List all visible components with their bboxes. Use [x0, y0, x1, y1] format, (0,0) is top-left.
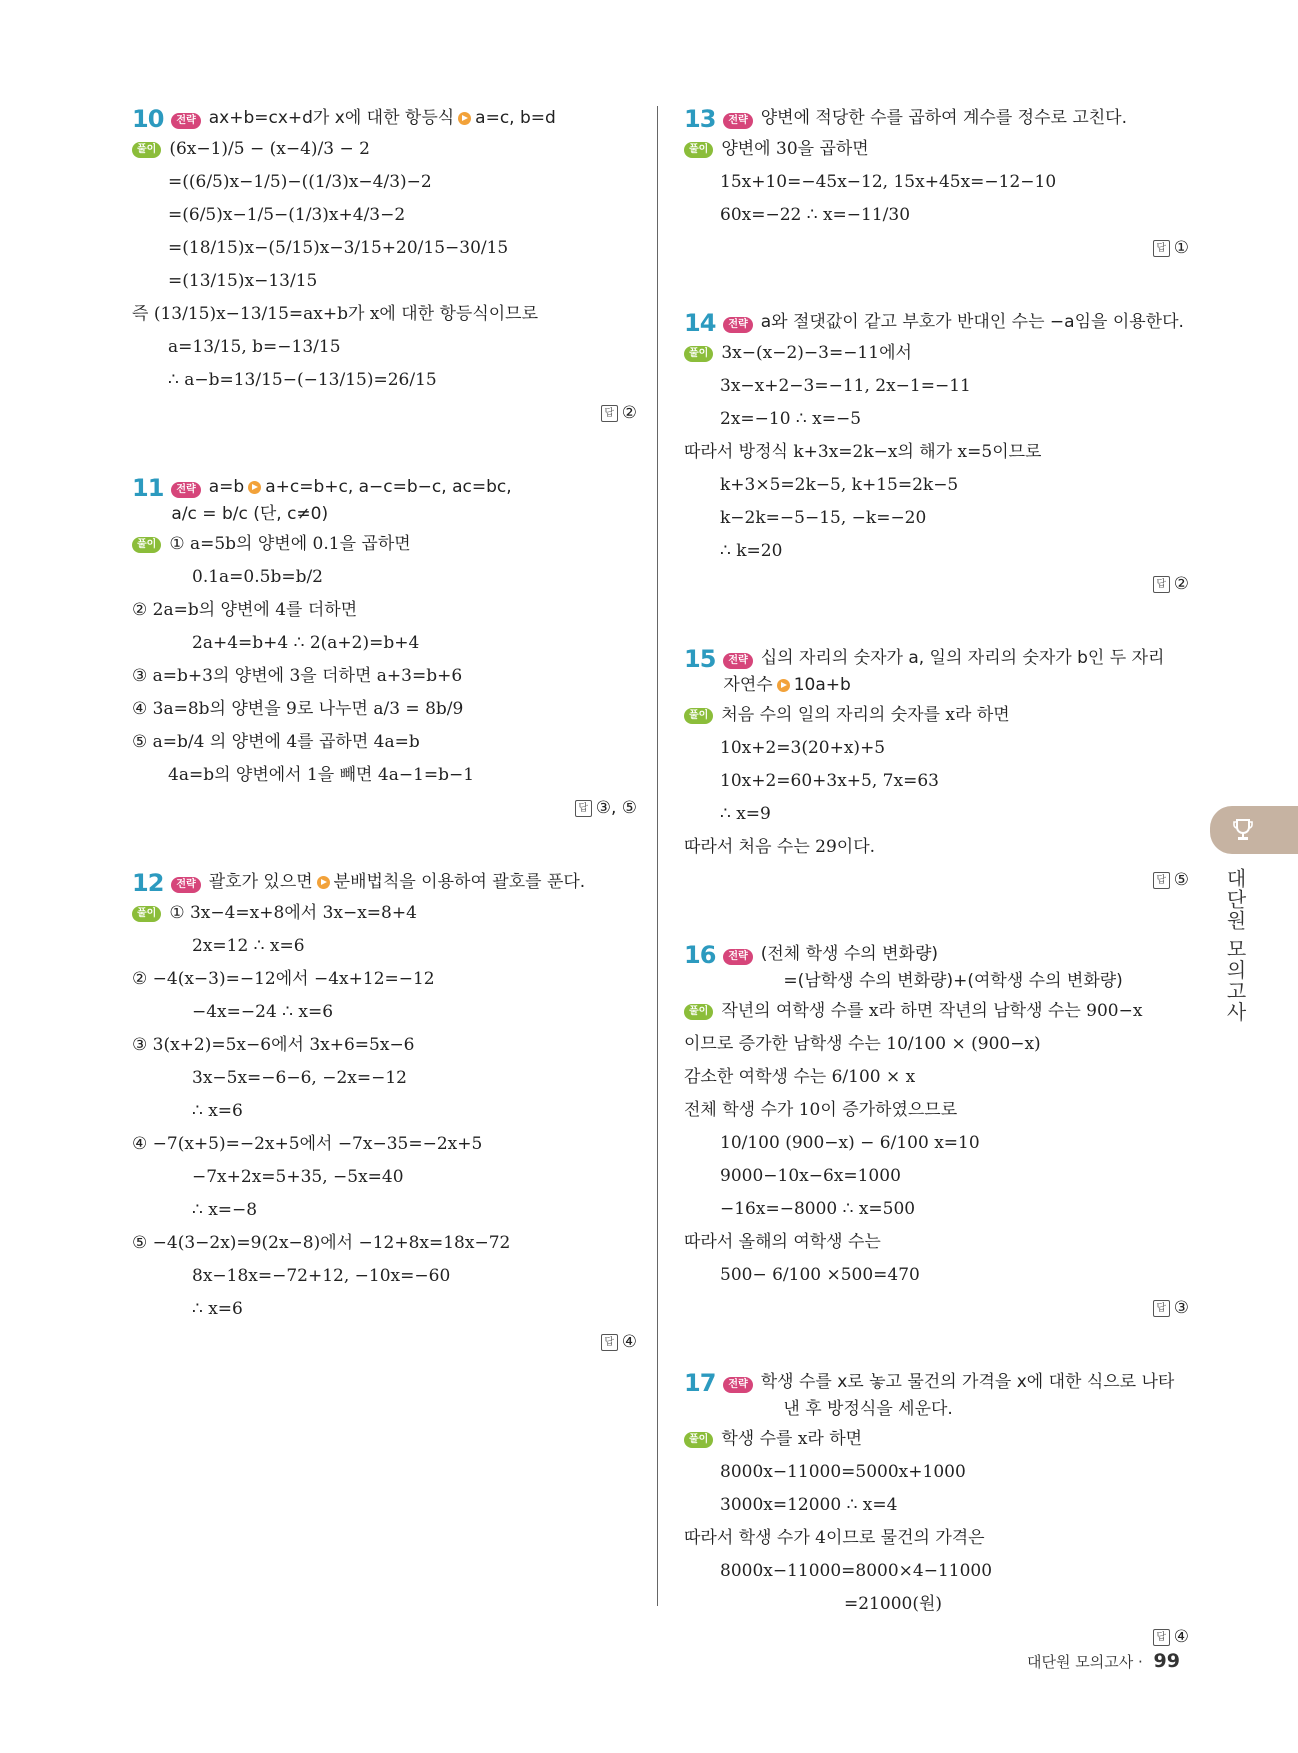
arrow-icon — [317, 876, 330, 889]
right-column — [684, 105, 1189, 1654]
solution-line — [132, 232, 637, 265]
solution-text: 8000x−11000=8000×4−11000 — [720, 1561, 993, 1581]
problem-header — [684, 1369, 1189, 1423]
answer-icon: 답 — [601, 405, 618, 422]
solution-text: 전체 학생 수가 10이 증가하였으므로 — [684, 1100, 958, 1120]
solution-line — [684, 1588, 1189, 1621]
column-divider — [657, 106, 658, 1606]
solution-text: 따라서 학생 수가 4이므로 물건의 가격은 — [684, 1528, 985, 1548]
strategy-badge: 전략 — [723, 113, 752, 129]
answer-row — [684, 864, 1189, 897]
strategy-result: a+c=b+c, a−c=b−c, ac=bc, — [265, 477, 512, 497]
solution-line — [684, 1555, 1189, 1588]
solution-text: 작년의 여학생 수를 x라 하면 작년의 남학생 수는 900−x — [721, 1001, 1143, 1021]
solution-text: ② −4(x−3)=−12에서 −4x+12=−12 — [132, 969, 435, 989]
solution-text: 10x+2=60+3x+5, 7x=63 — [720, 771, 939, 791]
solution-text: ④ 3a=8b의 양변을 9로 나누면 a/3 = 8b/9 — [132, 699, 464, 719]
problem-spacer — [132, 825, 637, 869]
strategy-block — [723, 309, 1184, 336]
answer-value: ④ — [621, 1332, 637, 1352]
answer — [601, 1326, 637, 1359]
arrow-icon — [248, 481, 261, 494]
solution-line — [684, 1028, 1189, 1061]
solution-text: k+3×5=2k−5, k+15=2k−5 — [720, 475, 959, 495]
strategy-badge: 전략 — [171, 113, 200, 129]
strategy-badge: 전략 — [723, 949, 752, 965]
solution-text: ⑤ a=b/4 의 양변에 4를 곱하면 4a=b — [132, 732, 420, 752]
answer-icon: 답 — [1153, 872, 1170, 889]
answer-row — [132, 792, 637, 825]
solution-line — [132, 963, 637, 996]
problem-number: 16 — [684, 941, 716, 969]
solution-text: −16x=−8000 ∴ x=500 — [720, 1199, 916, 1219]
problem-16 — [684, 941, 1189, 1325]
solution-text: ② 2a=b의 양변에 4를 더하면 — [132, 600, 358, 620]
problem-number: 12 — [132, 869, 164, 897]
solution-line — [132, 1029, 637, 1062]
problem-12 — [132, 869, 637, 1359]
solution-text: 8x−18x=−72+12, −10x=−60 — [192, 1266, 451, 1286]
problem-number: 15 — [684, 645, 716, 673]
solution-text: 8000x−11000=5000x+1000 — [720, 1462, 966, 1482]
strategy-badge: 전략 — [723, 1377, 752, 1393]
trophy-icon — [1232, 818, 1254, 842]
answer-icon: 답 — [1153, 576, 1170, 593]
solution-line — [684, 1160, 1189, 1193]
answer-value: ① — [1173, 238, 1189, 258]
answer — [1153, 1292, 1189, 1325]
solution-line — [684, 337, 1189, 370]
answer-value: ④ — [1173, 1627, 1189, 1647]
solution-line — [684, 166, 1189, 199]
solution-badge: 풀이 — [684, 708, 713, 724]
problem-header — [684, 645, 1189, 699]
solution-text: −4x=−24 ∴ x=6 — [192, 1002, 334, 1022]
strategy-block — [171, 869, 585, 896]
answer-row — [684, 232, 1189, 265]
solution-line — [132, 1260, 637, 1293]
solution-line — [684, 831, 1189, 864]
strategy-block — [723, 941, 1122, 995]
solution-line — [132, 759, 637, 792]
solution-text: 2x=−10 ∴ x=−5 — [720, 409, 862, 429]
footer-title: 대단원 모의고사 — [1027, 1653, 1134, 1671]
solution-line — [132, 1227, 637, 1260]
solution-text: ① 3x−4=x+8에서 3x−x=8+4 — [169, 903, 417, 923]
solution-line — [684, 1226, 1189, 1259]
solution-text: 양변에 30을 곱하면 — [721, 139, 869, 159]
solution-text: =(13/15)x−13/15 — [168, 271, 318, 291]
solution-line — [684, 1259, 1189, 1292]
problem-number: 17 — [684, 1369, 716, 1397]
solution-text: ∴ x=9 — [720, 804, 771, 824]
problem-header — [684, 941, 1189, 995]
solution-text: 9000−10x−6x=1000 — [720, 1166, 901, 1186]
answer — [601, 397, 637, 430]
solution-line — [684, 403, 1189, 436]
solution-line — [684, 133, 1189, 166]
solution-line — [132, 298, 637, 331]
solution-text: 즉 (13/15)x−13/15=ax+b가 x에 대한 항등식이므로 — [132, 304, 539, 324]
strategy-text-cont: 자연수 — [723, 675, 773, 695]
solution-line — [684, 535, 1189, 568]
solution-line — [132, 561, 637, 594]
strategy-badge: 전략 — [171, 482, 200, 498]
solution-text: 3000x=12000 ∴ x=4 — [720, 1495, 898, 1515]
answer — [1153, 232, 1189, 265]
problem-number: 10 — [132, 105, 164, 133]
solution-line — [132, 1095, 637, 1128]
solution-line — [684, 1127, 1189, 1160]
solution-line — [684, 1522, 1189, 1555]
solution-line — [684, 699, 1189, 732]
solution-line — [132, 594, 637, 627]
solution-line — [132, 528, 637, 561]
solution-badge: 풀이 — [684, 142, 713, 158]
solution-line — [684, 732, 1189, 765]
solution-text: ∴ x=−8 — [192, 1200, 258, 1220]
problem-header — [684, 105, 1189, 133]
problem-14 — [684, 309, 1189, 601]
answer-row — [684, 1292, 1189, 1325]
solution-line — [684, 1423, 1189, 1456]
solution-badge: 풀이 — [684, 346, 713, 362]
solution-badge: 풀이 — [684, 1432, 713, 1448]
solution-line — [132, 1194, 637, 1227]
solution-line — [132, 133, 637, 166]
solution-line — [684, 1061, 1189, 1094]
solution-text: ∴ k=20 — [720, 541, 783, 561]
solution-text: ∴ x=6 — [192, 1299, 243, 1319]
solution-text: ① a=5b의 양변에 0.1을 곱하면 — [169, 534, 411, 554]
solution-text: =(6/5)x−1/5−(1/3)x+4/3−2 — [168, 205, 406, 225]
solution-line — [132, 660, 637, 693]
strategy-text: a와 절댓값이 같고 부호가 반대인 수는 −a임을 이용한다. — [760, 312, 1184, 332]
solution-text: 2a+4=b+4 ∴ 2(a+2)=b+4 — [192, 633, 420, 653]
answer-value: ③ — [1173, 1298, 1189, 1318]
solution-line — [684, 1456, 1189, 1489]
answer-row — [684, 568, 1189, 601]
strategy-block — [723, 645, 1164, 699]
answer-icon: 답 — [1153, 240, 1170, 257]
strategy-text: 양변에 적당한 수를 곱하여 계수를 정수로 고친다. — [760, 108, 1128, 128]
page-number: 99 — [1153, 1650, 1180, 1672]
solution-line — [684, 370, 1189, 403]
strategy-text: a=b — [208, 477, 245, 497]
solution-line — [132, 364, 637, 397]
solution-line — [132, 930, 637, 963]
arrow-icon — [777, 679, 790, 692]
solution-line — [684, 798, 1189, 831]
solution-text: ⑤ −4(3−2x)=9(2x−8)에서 −12+8x=18x−72 — [132, 1233, 511, 1253]
solution-line — [684, 502, 1189, 535]
strategy-text: 학생 수를 x로 놓고 물건의 가격을 x에 대한 식으로 나타 — [760, 1372, 1175, 1392]
solution-text: ③ a=b+3의 양변에 3을 더하면 a+3=b+6 — [132, 666, 463, 686]
solution-text: 따라서 처음 수는 29이다. — [684, 837, 876, 857]
strategy-badge: 전략 — [723, 653, 752, 669]
problem-header — [684, 309, 1189, 337]
answer — [1153, 568, 1189, 601]
solution-badge: 풀이 — [684, 1004, 713, 1020]
problem-spacer — [684, 897, 1189, 941]
answer-row — [132, 1326, 637, 1359]
solution-line — [132, 996, 637, 1029]
solution-line — [132, 1161, 637, 1194]
solution-text: ③ 3(x+2)=5x−6에서 3x+6=5x−6 — [132, 1035, 415, 1055]
solution-text: =21000(원) — [844, 1594, 943, 1614]
problem-number: 13 — [684, 105, 716, 133]
solution-text: 학생 수를 x라 하면 — [721, 1429, 863, 1449]
solution-text: a=13/15, b=−13/15 — [168, 337, 341, 357]
strategy-block — [723, 1369, 1174, 1423]
solution-line — [132, 199, 637, 232]
solution-text: 60x=−22 ∴ x=−11/30 — [720, 205, 911, 225]
solution-badge: 풀이 — [132, 537, 161, 553]
solution-text: 2x=12 ∴ x=6 — [192, 936, 305, 956]
solution-line — [132, 265, 637, 298]
strategy-text: ax+b=cx+d가 x에 대한 항등식 — [208, 108, 455, 128]
solution-line — [684, 1094, 1189, 1127]
solution-line — [684, 1193, 1189, 1226]
problem-spacer — [684, 601, 1189, 645]
problem-spacer — [132, 430, 637, 474]
answer — [575, 792, 637, 825]
problem-17 — [684, 1369, 1189, 1654]
solution-line — [132, 331, 637, 364]
solution-text: =((6/5)x−1/5)−((1/3)x−4/3)−2 — [168, 172, 432, 192]
answer — [1153, 864, 1189, 897]
solution-text: −7x+2x=5+35, −5x=40 — [192, 1167, 404, 1187]
strategy-text: (전체 학생 수의 변화량) — [760, 944, 939, 964]
answer-row — [132, 397, 637, 430]
problem-13 — [684, 105, 1189, 265]
problem-11 — [132, 474, 637, 825]
solution-line — [132, 897, 637, 930]
solution-line — [132, 1293, 637, 1326]
side-tab-label: 대단원 모의고사 — [1223, 868, 1247, 1023]
solution-line — [132, 726, 637, 759]
solution-line — [684, 469, 1189, 502]
solution-line — [132, 1128, 637, 1161]
answer-value: ② — [1173, 574, 1189, 594]
answer-icon: 답 — [575, 800, 592, 817]
problem-10 — [132, 105, 637, 430]
strategy-result: a=c, b=d — [475, 108, 556, 128]
answer-value: ⑤ — [1173, 870, 1189, 890]
strategy-block — [171, 474, 511, 528]
strategy-result: 분배법칙을 이용하여 괄호를 푼다. — [333, 872, 586, 892]
solution-line — [684, 436, 1189, 469]
solution-text: 10x+2=3(20+x)+5 — [720, 738, 886, 758]
solution-line — [684, 199, 1189, 232]
answer-value: ③, ⑤ — [595, 798, 637, 818]
strategy-text-cont: 낸 후 방정식을 세운다. — [783, 1399, 953, 1419]
solution-text: 10/100 (900−x) − 6/100 x=10 — [720, 1133, 980, 1153]
solution-text: ④ −7(x+5)=−2x+5에서 −7x−35=−2x+5 — [132, 1134, 483, 1154]
strategy-block — [171, 105, 555, 132]
problem-header — [132, 474, 637, 528]
strategy-block — [723, 105, 1127, 132]
problem-number: 14 — [684, 309, 716, 337]
solution-line — [132, 627, 637, 660]
solution-line — [132, 693, 637, 726]
strategy-badge: 전략 — [723, 317, 752, 333]
solution-text: 따라서 방정식 k+3x=2k−x의 해가 x=5이므로 — [684, 442, 1042, 462]
answer-value: ② — [621, 403, 637, 423]
solution-line — [132, 1062, 637, 1095]
problem-15 — [684, 645, 1189, 897]
solution-line — [684, 995, 1189, 1028]
solution-text: 3x−x+2−3=−11, 2x−1=−11 — [720, 376, 971, 396]
solution-text: 감소한 여학생 수는 6/100 × x — [684, 1067, 916, 1087]
left-column — [132, 105, 637, 1359]
solution-text: =(18/15)x−(5/15)x−3/15+20/15−30/15 — [168, 238, 509, 258]
problem-number: 11 — [132, 474, 164, 502]
strategy-text: 괄호가 있으면 — [208, 872, 313, 892]
strategy-result: 10a+b — [793, 675, 851, 695]
problem-spacer — [684, 265, 1189, 309]
problem-spacer — [684, 1325, 1189, 1369]
solution-line — [132, 166, 637, 199]
solution-text: 처음 수의 일의 자리의 숫자를 x라 하면 — [721, 705, 1010, 725]
solution-text: 4a=b의 양변에서 1을 빼면 4a−1=b−1 — [168, 765, 475, 785]
strategy-badge: 전략 — [171, 877, 200, 893]
answer-icon: 답 — [1153, 1300, 1170, 1317]
solution-text: (6x−1)/5 − (x−4)/3 − 2 — [169, 139, 370, 159]
solution-line — [684, 1489, 1189, 1522]
strategy-text: 십의 자리의 숫자가 a, 일의 자리의 숫자가 b인 두 자리 — [760, 648, 1165, 668]
solution-text: 3x−(x−2)−3=−11에서 — [721, 343, 912, 363]
solution-text: 0.1a=0.5b=b/2 — [192, 567, 324, 587]
solution-badge: 풀이 — [132, 906, 161, 922]
arrow-icon — [458, 112, 471, 125]
solution-text: 3x−5x=−6−6, −2x=−12 — [192, 1068, 407, 1088]
side-tab[interactable] — [1210, 806, 1298, 854]
solution-badge: 풀이 — [132, 142, 161, 158]
strategy-text-cont: a/c = b/c (단, c≠0) — [171, 504, 329, 524]
solution-line — [684, 765, 1189, 798]
solution-text: ∴ x=6 — [192, 1101, 243, 1121]
page-footer: 대단원 모의고사 · 99 — [1027, 1650, 1180, 1672]
solution-text: ∴ a−b=13/15−(−13/15)=26/15 — [168, 370, 437, 390]
solution-text: 500− 6/100 ×500=470 — [720, 1265, 920, 1285]
answer-icon: 답 — [601, 1334, 618, 1351]
answer-icon: 답 — [1153, 1629, 1170, 1646]
solution-text: k−2k=−5−15, −k=−20 — [720, 508, 927, 528]
solution-text: 15x+10=−45x−12, 15x+45x=−12−10 — [720, 172, 1057, 192]
problem-header — [132, 869, 637, 897]
strategy-text-cont: =(남학생 수의 변화량)+(여학생 수의 변화량) — [783, 971, 1123, 991]
problem-header — [132, 105, 637, 133]
solution-text: 따라서 올해의 여학생 수는 — [684, 1232, 881, 1252]
solution-text: 이므로 증가한 남학생 수는 10/100 × (900−x) — [684, 1034, 1041, 1054]
